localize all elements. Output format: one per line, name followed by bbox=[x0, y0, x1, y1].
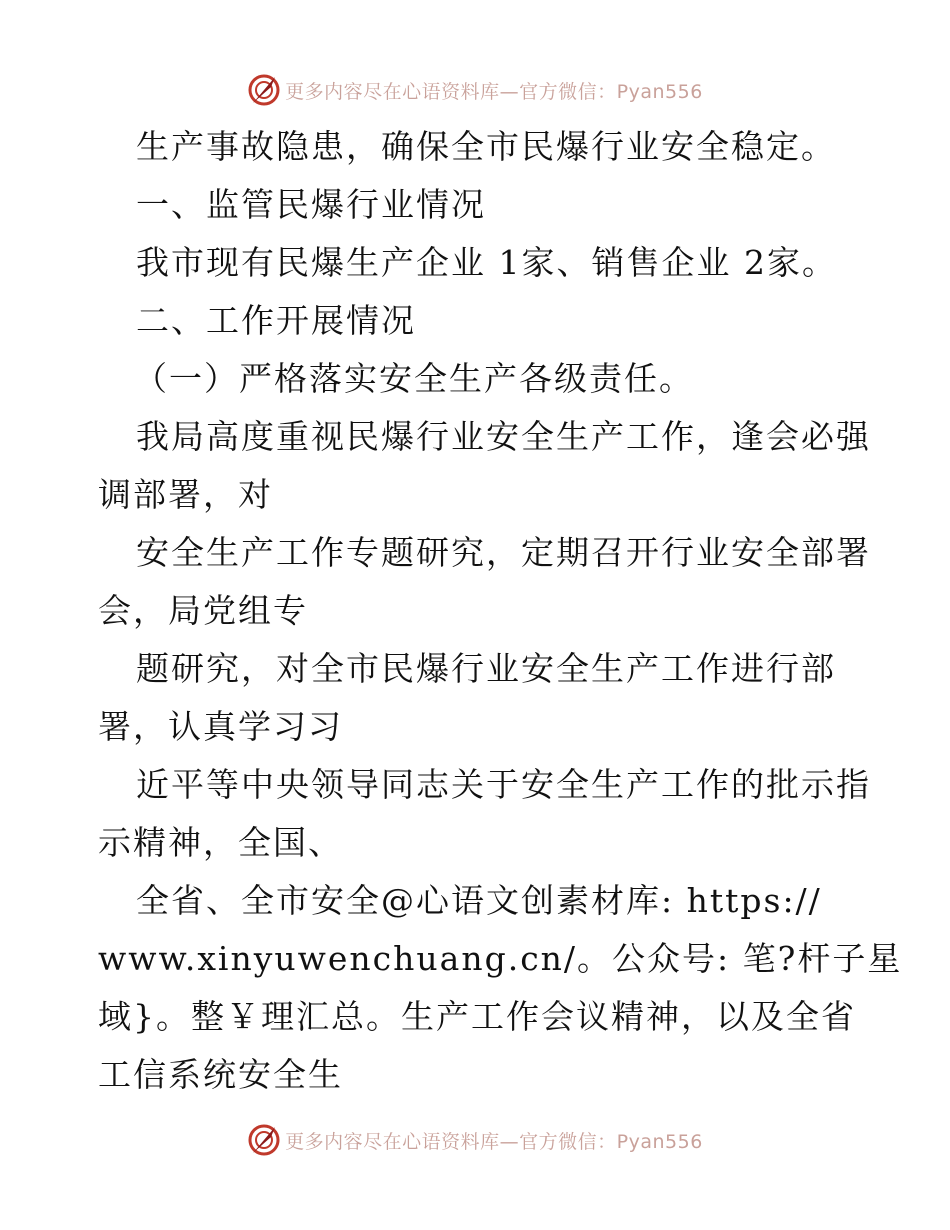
footer-watermark bbox=[0, 1120, 950, 1160]
section-heading: 二、工作开展情况 bbox=[136, 301, 416, 340]
text-line: 生产事故隐患，确保全市民爆行业安全稳定。 bbox=[136, 127, 836, 166]
text-line: 我市现有民爆生产企业 1家、销售企业 2家。 bbox=[136, 243, 837, 282]
text-line: 全省、全市安全@心语文创素材库: https:// bbox=[136, 881, 822, 920]
text-line: 署，认真学习习 bbox=[98, 707, 343, 746]
text-line: 近平等中央领导同志关于安全生产工作的批示指 bbox=[136, 765, 871, 804]
text-line: 示精神，全国、 bbox=[98, 823, 343, 862]
text-line: 调部署，对 bbox=[98, 475, 273, 514]
text-line: www.xinyuwenchuang.cn/。公众号: 笔?杆子星 bbox=[98, 939, 903, 978]
text-line: 题研究，对全市民爆行业安全生产工作进行部 bbox=[136, 649, 836, 688]
text-line: 安全生产工作专题研究，定期召开行业安全部署 bbox=[136, 533, 871, 572]
text-line: 我局高度重视民爆行业安全生产工作，逢会必强 bbox=[136, 417, 871, 456]
header-watermark bbox=[0, 70, 950, 110]
section-heading: 一、监管民爆行业情况 bbox=[136, 185, 486, 224]
document-body bbox=[98, 118, 903, 1104]
quill-logo-icon bbox=[247, 73, 281, 107]
subsection-heading: （一）严格落实安全生产各级责任。 bbox=[134, 359, 694, 398]
text-line: 会，局党组专 bbox=[98, 591, 308, 630]
text-line: 域}。整￥理汇总。生产工作会议精神，以及全省 bbox=[98, 997, 856, 1036]
header-banner-text: 更多内容尽在心语资料库—官方微信：Pyan556 bbox=[285, 80, 703, 103]
footer-banner-text: 更多内容尽在心语资料库—官方微信：Pyan556 bbox=[285, 1130, 703, 1153]
quill-logo-icon bbox=[247, 1123, 281, 1157]
text-line: 工信系统安全生 bbox=[98, 1055, 343, 1094]
